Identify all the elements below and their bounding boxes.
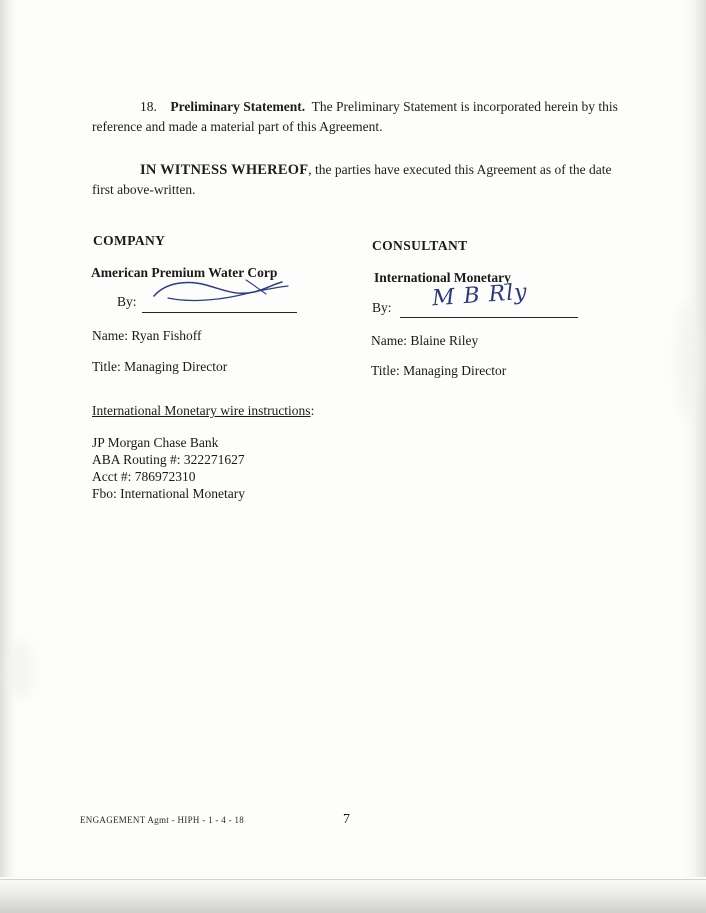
wire-instructions-line: Acct #: 786972310 — [92, 469, 196, 484]
company-signature-line — [142, 312, 297, 313]
witness-lead: IN WITNESS WHEREOF — [140, 162, 309, 178]
company-signer-name: Name: Ryan Fishoff — [92, 328, 202, 343]
footer-page-number: 7 — [343, 812, 350, 827]
clause-number: 18. — [140, 99, 157, 114]
wire-instructions-line: ABA Routing #: 322271627 — [92, 452, 245, 467]
company-entity-name: American Premium Water Corp — [91, 265, 278, 280]
clause-heading: Preliminary Statement. — [170, 99, 306, 114]
consultant-column-heading: CONSULTANT — [372, 238, 468, 253]
witness-body: , the parties have executed this Agreement as of the date first above-written. — [92, 162, 612, 197]
company-column-heading: COMPANY — [93, 233, 166, 248]
consultant-by-label: By: — [372, 300, 392, 315]
wire-instructions-heading-text: International Monetary wire instructions — [92, 403, 311, 418]
wire-instructions-heading — [92, 403, 314, 419]
consultant-signature-mark: M B Rly — [431, 279, 529, 312]
clause-body: The Preliminary Statement is incorporated herein by this reference and made a material part of this Agreement. — [92, 99, 618, 134]
wire-instructions-heading-colon: : — [310, 403, 315, 418]
wire-instructions-line: Fbo: International Monetary — [92, 486, 245, 501]
wire-instructions-list — [92, 434, 245, 502]
consultant-signature-line — [400, 317, 578, 318]
consultant-entity-name: International Monetary — [374, 270, 511, 285]
company-signer-title: Title: Managing Director — [92, 359, 228, 374]
company-by-label: By: — [117, 294, 137, 309]
company-signature-mark — [150, 276, 300, 310]
witness-paragraph — [92, 160, 627, 200]
wire-instructions-line: JP Morgan Chase Bank — [92, 435, 219, 450]
footer-reference: ENGAGEMENT Agmt - HIPH - 1 - 4 - 18 — [80, 815, 245, 825]
consultant-signer-name: Name: Blaine Riley — [371, 333, 479, 348]
consultant-signer-title: Title: Managing Director — [371, 363, 507, 378]
clause-paragraph — [92, 97, 627, 137]
